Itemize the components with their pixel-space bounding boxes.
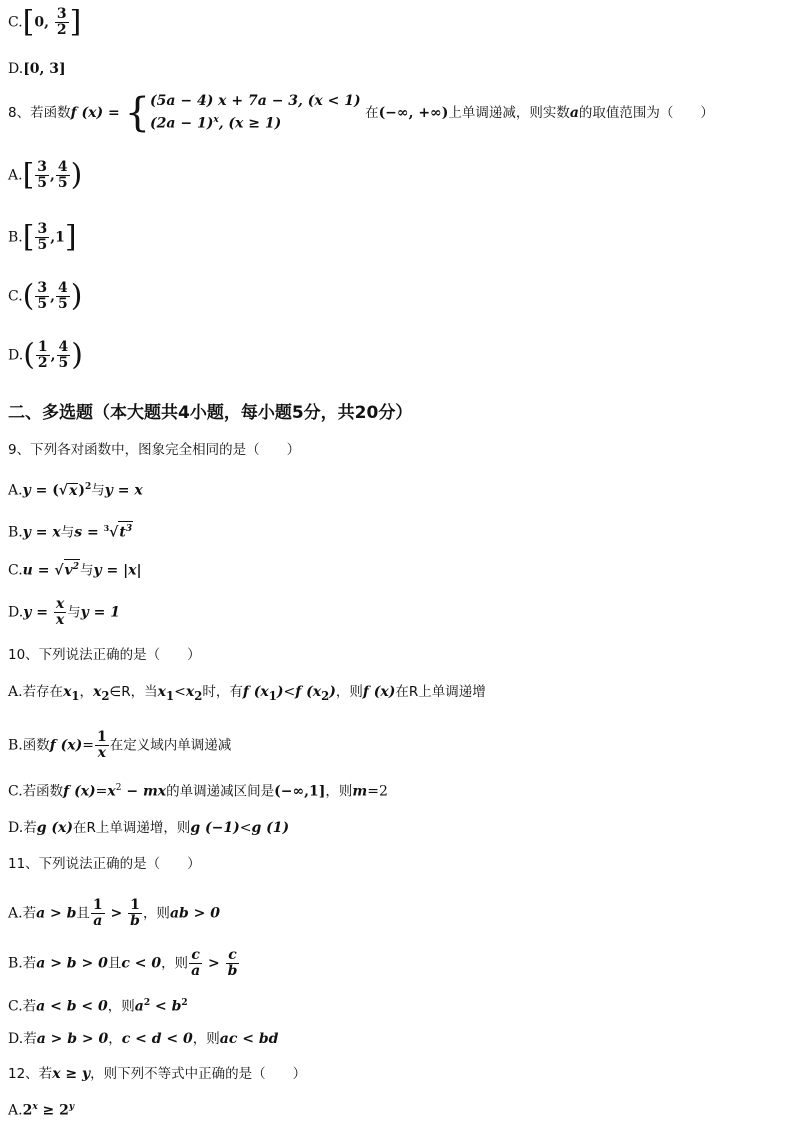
q11-stem: 11、下列说法正确的是（ ） [8,856,201,872]
fraction: $\frac{3}{2}$ [56,6,67,38]
q8-stem: 8、若函数f (x) = {(5a − 4) x + 7a − 3, (x < 1) $(2a - 1)^x$, (x ≥ 1) 在(−∞, +∞)上单调递减，则实数a的取值范围为（ ） [8,89,714,136]
q9-option-d[interactable]: D.y = $\frac{x}{x}$ 与y = 1 [8,596,121,628]
q7-option-c[interactable]: C.[0, $\frac{3}{2}$ ] [8,4,82,40]
q11-option-a[interactable]: A.若a > b且 $\frac{1}{a}$ > $\frac{1}{b}$ ，则ab > 0 [8,897,221,929]
q11-option-c[interactable]: C.若a < b < 0，则$a^2 < b^2$ [8,998,188,1015]
piecewise-cases: (5a − 4) x + 7a − 3, (x < 1) $(2a - 1)^x$, (x ≥ 1) [150,93,361,132]
q7-option-d[interactable]: D.[0, 3] [8,61,66,77]
q10-option-b[interactable]: B.函数f (x)= $\frac{1}{x}$ 在定义域内单调递减 [8,729,232,761]
q10-option-c[interactable]: C.若函数f $(x)=x^2$ − mx的单调递减区间是(−∞,1]，则m=2 [8,783,388,800]
q10-option-d[interactable]: D.若g (x)在R上单调递增，则g (−1)<g (1) [8,820,290,836]
q9-option-a[interactable]: $A.y = (√x)^2$与y = x [8,482,143,499]
q10-stem: 10、下列说法正确的是（ ） [8,647,201,663]
q9-stem: 9、下列各对函数中，图象完全相同的是（ ） [8,442,301,458]
q9-option-b[interactable]: B.y = x与$s = ^3√t^3$ [8,523,133,541]
q8-option-b[interactable]: B.[ $\frac{3}{5}$ ,1] [8,219,77,255]
q11-option-b[interactable]: B.若a > b > 0且c < 0，则 $\frac{c}{a}$ > $\frac{c}{b}$ [8,947,238,979]
q10-option-a[interactable]: A.若存在$x_1$，$x_2\in R$，当$x_1<x_2$时，有f $(x_1)<f$ $(x_2)$，则f (x)在R上单调递增 [8,684,486,703]
q8-option-c[interactable]: C.( $\frac{3}{5}$ , $\frac{4}{5}$ ) [8,278,83,314]
q11-option-d[interactable]: D.若a > b > 0，c < d < 0，则ac < bd [8,1031,279,1047]
q12-stem: 12、若x ≥ y，则下列不等式中正确的是（ ） [8,1066,307,1082]
q9-option-c[interactable]: $C.u = √v^2$与y = |x| [8,559,142,581]
q8-option-a[interactable]: A.[ $\frac{3}{5}$ , $\frac{4}{5}$ ) [8,157,83,193]
q12-option-a[interactable]: $A.2^x \ge 2^y$ [8,1102,75,1119]
section-title: 二、多选题（本大题共4小题，每小题5分，共20分） [8,403,413,423]
q8-option-d[interactable]: D.( $\frac{1}{2}$ , $\frac{4}{5}$ ) [8,337,83,373]
